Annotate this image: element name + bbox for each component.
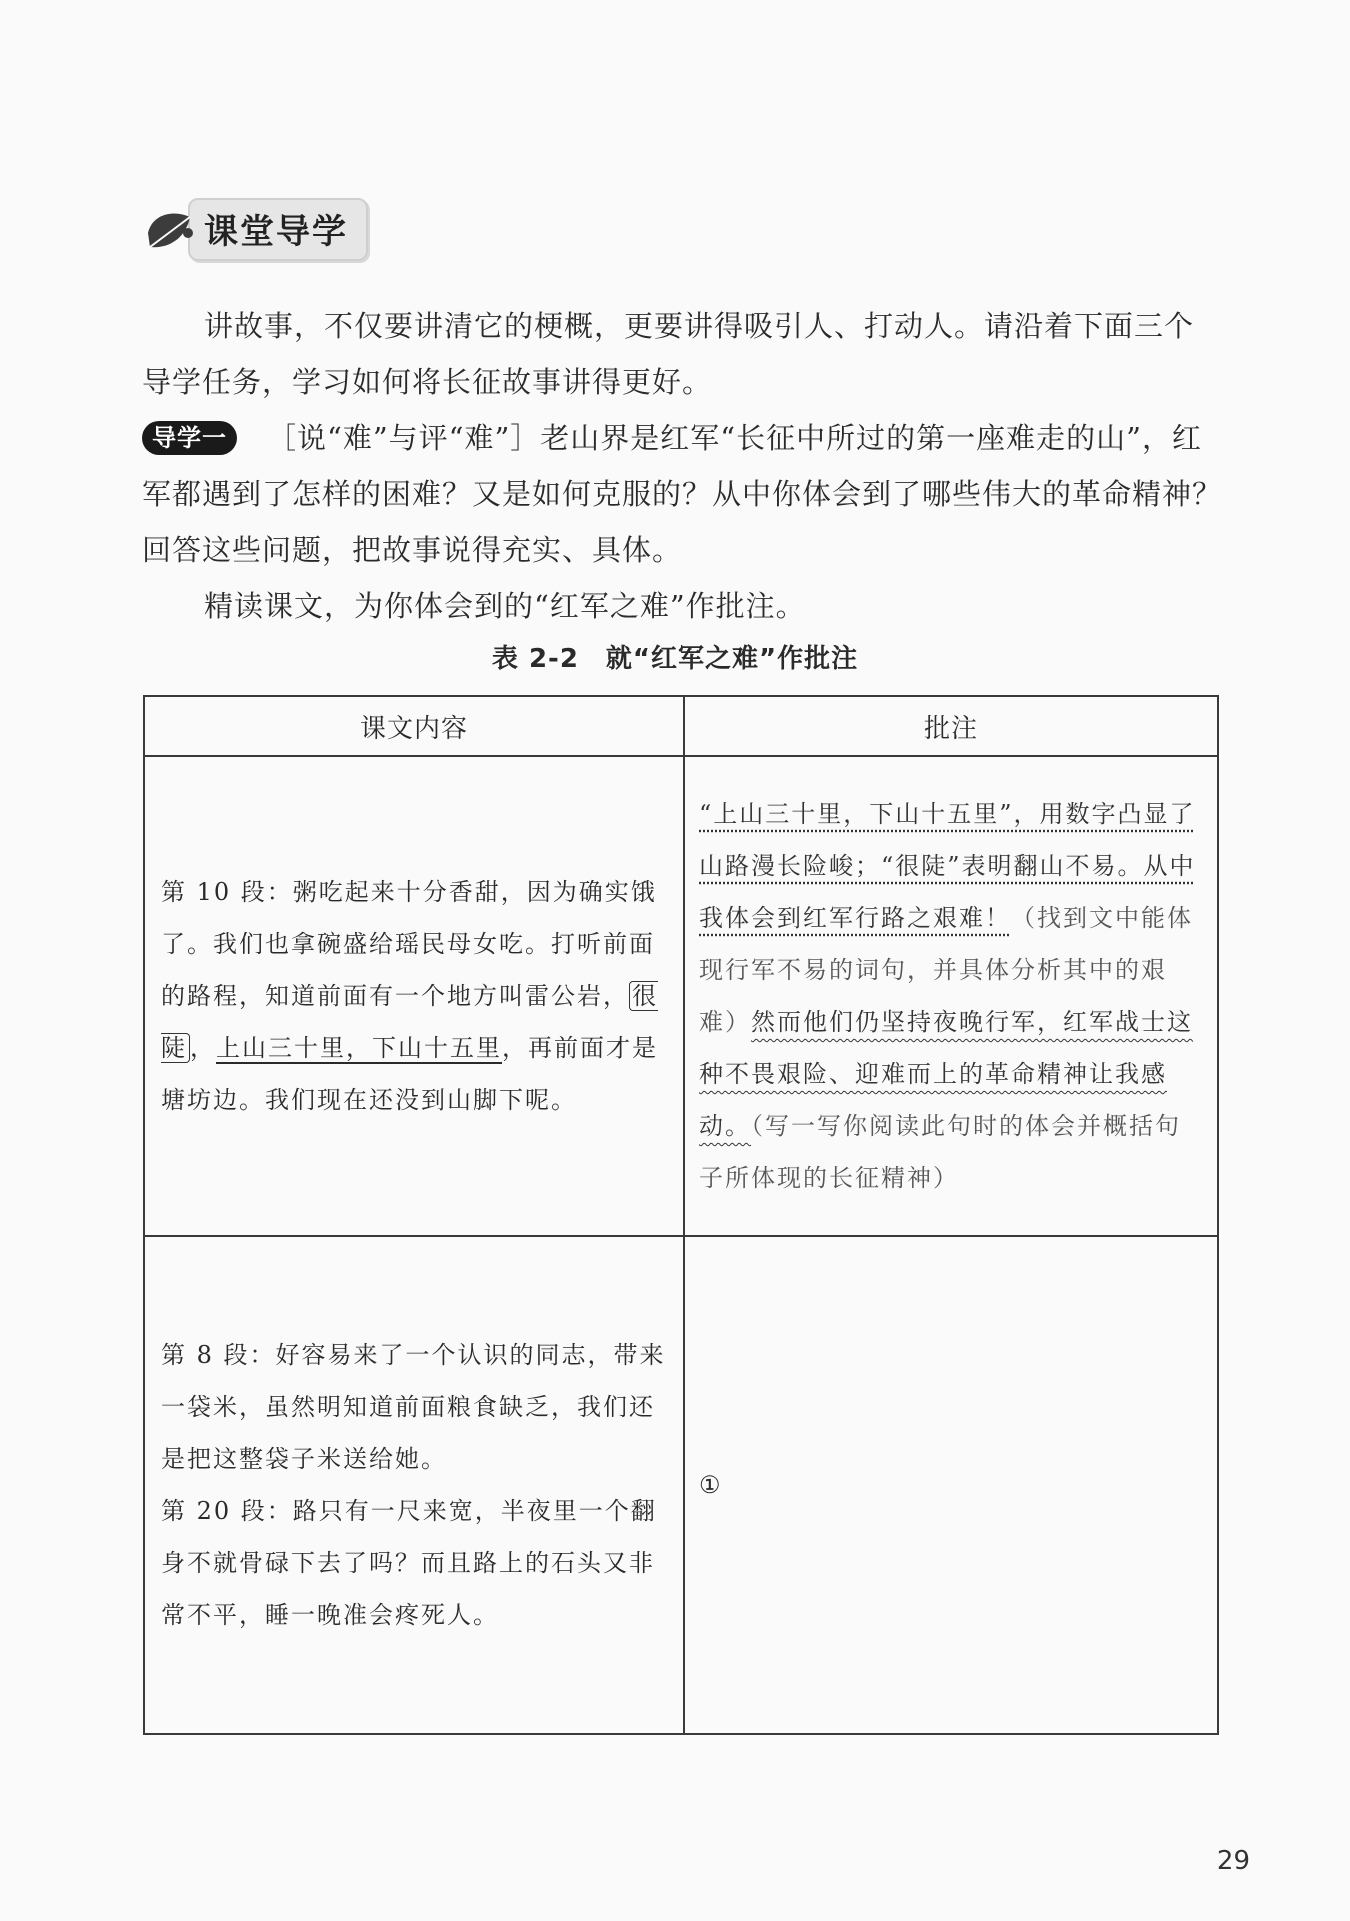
row1-boxed-word: 很陡 <box>161 982 658 1062</box>
row1-annotation <box>684 756 1218 1236</box>
intro-paragraph: 讲故事，不仅要讲清它的梗概，更要讲得吸引人、打动人。请沿着下面三个导学任务，学习如何将长征故事讲得更好。 <box>142 309 1195 399</box>
row1-handwritten-note-1: “上山三十里，下山十五里”，用数字凸显了山路漫长险峻；“很陡”表明翻山不易。从中我体会到红军行路之艰难！ <box>699 800 1196 932</box>
task1-text: ［说“难”与评“难”］老山界是红军“长征中所过的第一座难走的山”，红军都遇到了怎样的困难？又是如何克服的？从中你体会到了哪些伟大的革命精神？回答这些问题，把故事说得充实、具体。 <box>142 421 1223 567</box>
section-title: 课堂导学 <box>188 198 368 261</box>
annotation-table <box>143 695 1219 1735</box>
row2-paragraph-20: 第 20 段：路只有一尺来宽，半夜里一个翻身不就骨碌下去了吗？而且路上的石头又非常不平，睡一晚准会疼死人。 <box>161 1497 657 1629</box>
row1-handwritten-note-2: 然而他们仍坚持夜晚行军，红军战士这种不畏艰险、迎难而上的革命精神让我感动。 <box>699 1008 1193 1140</box>
row2-annotation-number: ① <box>699 1471 723 1499</box>
table-header-row <box>144 696 1218 756</box>
table-row <box>144 756 1218 1236</box>
row1-printed-hint-2: （写一写你阅读此句时的体会并概括句子所体现的长征精神） <box>699 1112 1181 1192</box>
header-text-content: 课文内容 <box>144 696 684 756</box>
row1-text-a: 第 10 段：粥吃起来十分香甜，因为确实饿了。我们也拿碗盛给瑶民母女吃。打听前面的路程，知道前面有一个地方叫雷公岩， <box>161 878 657 1010</box>
row1-underlined-phrase: 上山三十里，下山十五里 <box>216 1034 502 1062</box>
row1-text-c: ，再前面才是塘坊边。我们现在还没到山脚下呢。 <box>161 1034 658 1114</box>
section-banner <box>142 198 368 261</box>
row1-text-content <box>144 756 684 1236</box>
page-number: 29 <box>1216 1846 1250 1876</box>
row1-text-b: ， <box>190 1034 216 1062</box>
row1-printed-hint-1: （找到文中能体现行军不易的词句，并具体分析其中的艰难） <box>699 904 1193 1036</box>
task1-tag: 导学一 <box>142 421 237 455</box>
task1-paragraph <box>142 410 1222 578</box>
table-row <box>144 1236 1218 1734</box>
leaf-icon <box>142 203 196 257</box>
header-annotation: 批注 <box>684 696 1218 756</box>
row2-paragraph-8: 第 8 段：好容易来了一个认识的同志，带来一袋米，虽然明知道前面粮食缺乏，我们还是把这整袋子米送给她。 <box>161 1341 666 1473</box>
row2-annotation <box>684 1236 1218 1734</box>
instruction-paragraph: 精读课文，为你体会到的“红军之难”作批注。 <box>204 589 806 623</box>
table-caption: 表 2-2 就“红军之难”作批注 <box>491 644 859 674</box>
row2-text-content <box>144 1236 684 1734</box>
